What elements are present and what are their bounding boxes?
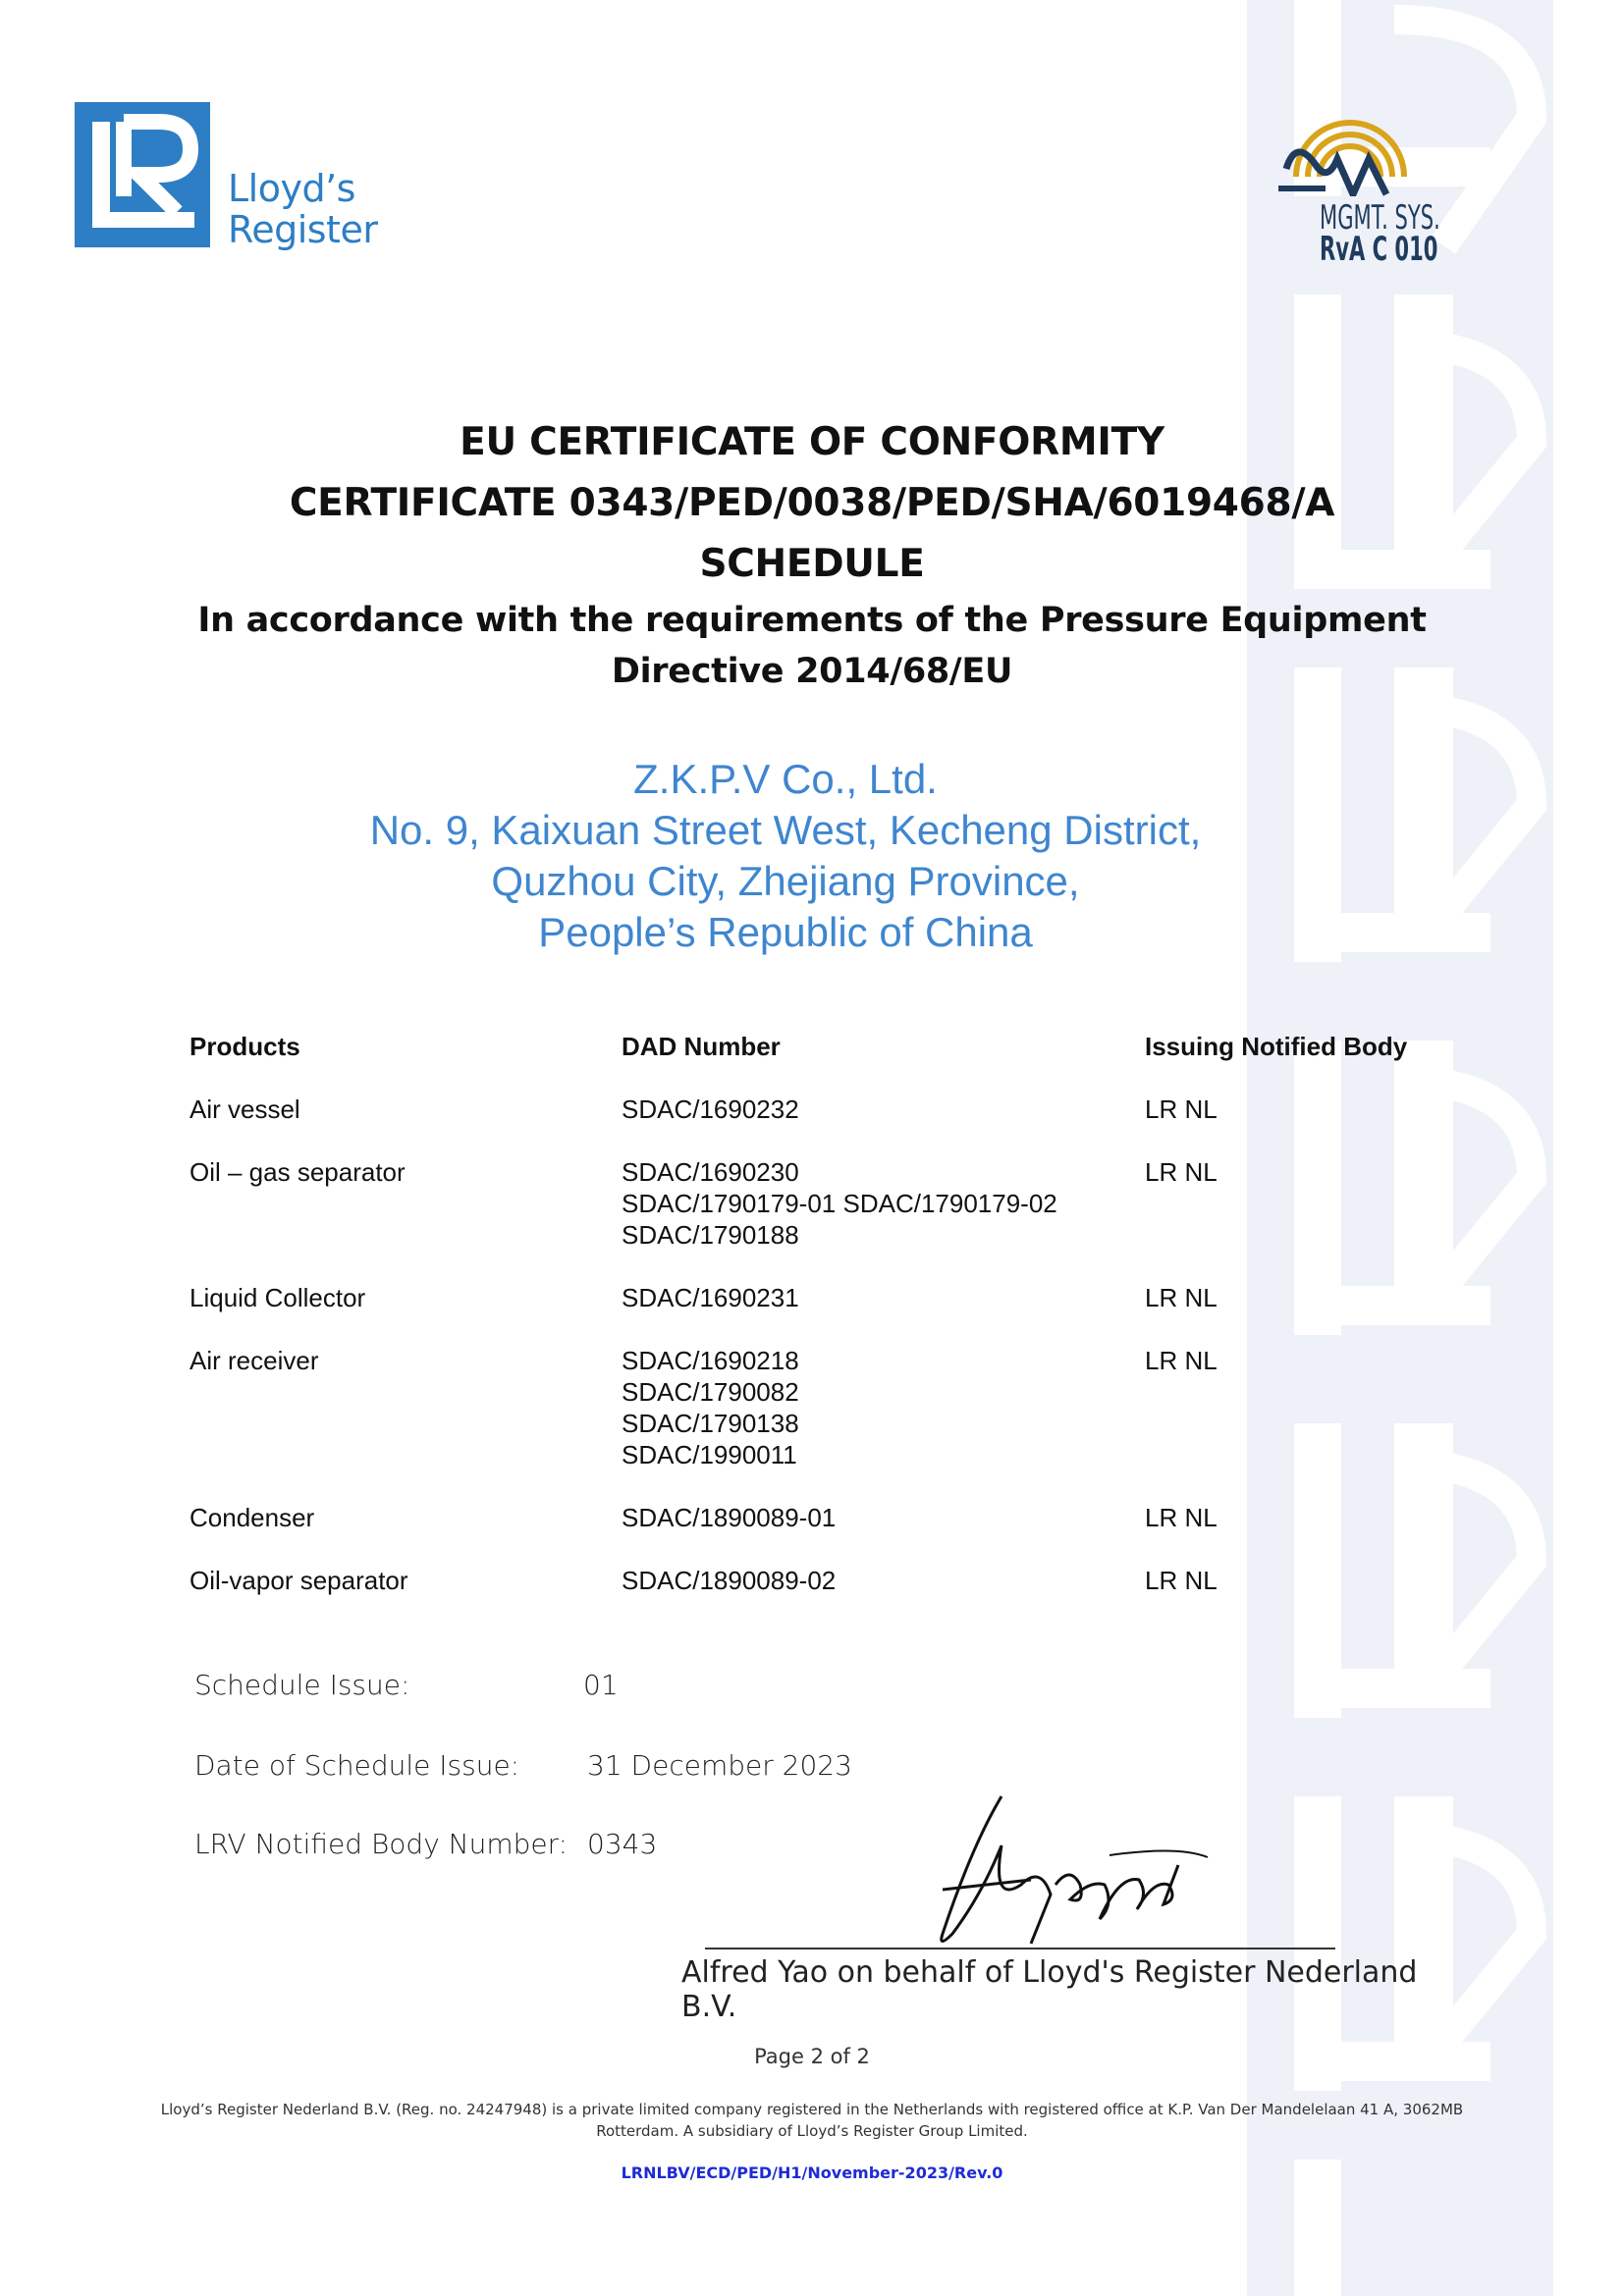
- directive-line-2: Directive 2014/68/EU: [611, 652, 1013, 691]
- product-name: Air receiver: [189, 1346, 319, 1375]
- product-name: Condenser: [189, 1503, 315, 1532]
- lr-logo-icon: [75, 102, 210, 247]
- schedule-date-label: Date of Schedule Issue:: [194, 1749, 520, 1782]
- rva-code-text: RvA C 010: [1320, 230, 1438, 269]
- product-name: Oil – gas separator: [189, 1157, 406, 1187]
- legal-notice-line-1: Lloyd’s Register Nederland B.V. (Reg. no. 24247948) is a private limited company registered in the Netherlands with registered office at K.P. Van Der Mandelelaan 41 A, 3062MB: [160, 2101, 1464, 2118]
- lloyds-register-logo: [75, 102, 389, 259]
- signature-line: [705, 1948, 1335, 1949]
- legal-notice-line-2: Rotterdam. A subsidiary of Lloyd’s Register Group Limited.: [596, 2122, 1028, 2140]
- issuing-body: LR NL: [1145, 1503, 1218, 1532]
- notified-body-number-value: 0343: [587, 1828, 658, 1860]
- schedule-date-value: 31 December 2023: [587, 1749, 852, 1782]
- dad-number: SDAC/1690230: [622, 1157, 799, 1187]
- dad-number: SDAC/1690232: [622, 1095, 799, 1124]
- logo-word-register: Register: [228, 208, 378, 251]
- page-number: Page 2 of 2: [754, 2045, 870, 2068]
- rva-accreditation-mark: [1269, 108, 1440, 269]
- product-name: Air vessel: [189, 1095, 300, 1124]
- dad-number: SDAC/1790082: [622, 1377, 799, 1407]
- dad-number: SDAC/1890089-01: [622, 1503, 837, 1532]
- handwritten-signature: [884, 1787, 1237, 1953]
- signatory-name: Alfred Yao on behalf of Lloyd's Register Nederland B.V.: [681, 1955, 1418, 2024]
- dad-number: SDAC/1790179-01 SDAC/1790179-02: [622, 1189, 1057, 1218]
- dad-number: SDAC/1690231: [622, 1283, 799, 1312]
- certificate-title: EU CERTIFICATE OF CONFORMITY: [460, 420, 1164, 464]
- dad-number: SDAC/1790188: [622, 1220, 799, 1250]
- issuing-body: LR NL: [1145, 1566, 1218, 1595]
- dad-number: SDAC/1890089-02: [622, 1566, 837, 1595]
- product-name: Liquid Collector: [189, 1283, 366, 1312]
- logo-word-lloyds: Lloyd’s: [228, 167, 355, 210]
- product-name: Oil-vapor separator: [189, 1566, 408, 1595]
- schedule-issue-label: Schedule Issue:: [194, 1669, 410, 1701]
- notified-body-number-label: LRV Notified Body Number:: [194, 1828, 568, 1860]
- company-address-line-3: People’s Republic of China: [538, 909, 1033, 955]
- company-address-line-1: No. 9, Kaixuan Street West, Kecheng District,: [369, 807, 1202, 853]
- company-address-line-2: Quzhou City, Zhejiang Province,: [491, 858, 1080, 904]
- issuing-body: LR NL: [1145, 1157, 1218, 1187]
- issuing-body: LR NL: [1145, 1283, 1218, 1312]
- dad-number: SDAC/1990011: [622, 1440, 797, 1469]
- directive-line-1: In accordance with the requirements of the Pressure Equipment: [197, 601, 1427, 640]
- certificate-number: CERTIFICATE 0343/PED/0038/PED/SHA/6019468/A: [289, 481, 1335, 525]
- schedule-heading: SCHEDULE: [699, 542, 925, 586]
- document-reference-code: LRNLBV/ECD/PED/H1/November-2023/Rev.0: [621, 2163, 1003, 2182]
- dad-number: SDAC/1790138: [622, 1409, 799, 1438]
- company-name: Z.K.P.V Co., Ltd.: [633, 756, 938, 802]
- column-header-issuing-body: Issuing Notified Body: [1145, 1032, 1408, 1061]
- rva-mgmt-sys-text: MGMT. SYS.: [1320, 198, 1440, 238]
- lr-watermark-pattern: [1247, 0, 1553, 2296]
- issuing-body: LR NL: [1145, 1346, 1218, 1375]
- issuing-body: LR NL: [1145, 1095, 1218, 1124]
- schedule-issue-value: 01: [583, 1669, 619, 1701]
- rva-emblem-icon: [1276, 108, 1424, 196]
- column-header-dad-number: DAD Number: [622, 1032, 781, 1061]
- dad-number: SDAC/1690218: [622, 1346, 799, 1375]
- column-header-products: Products: [189, 1032, 300, 1061]
